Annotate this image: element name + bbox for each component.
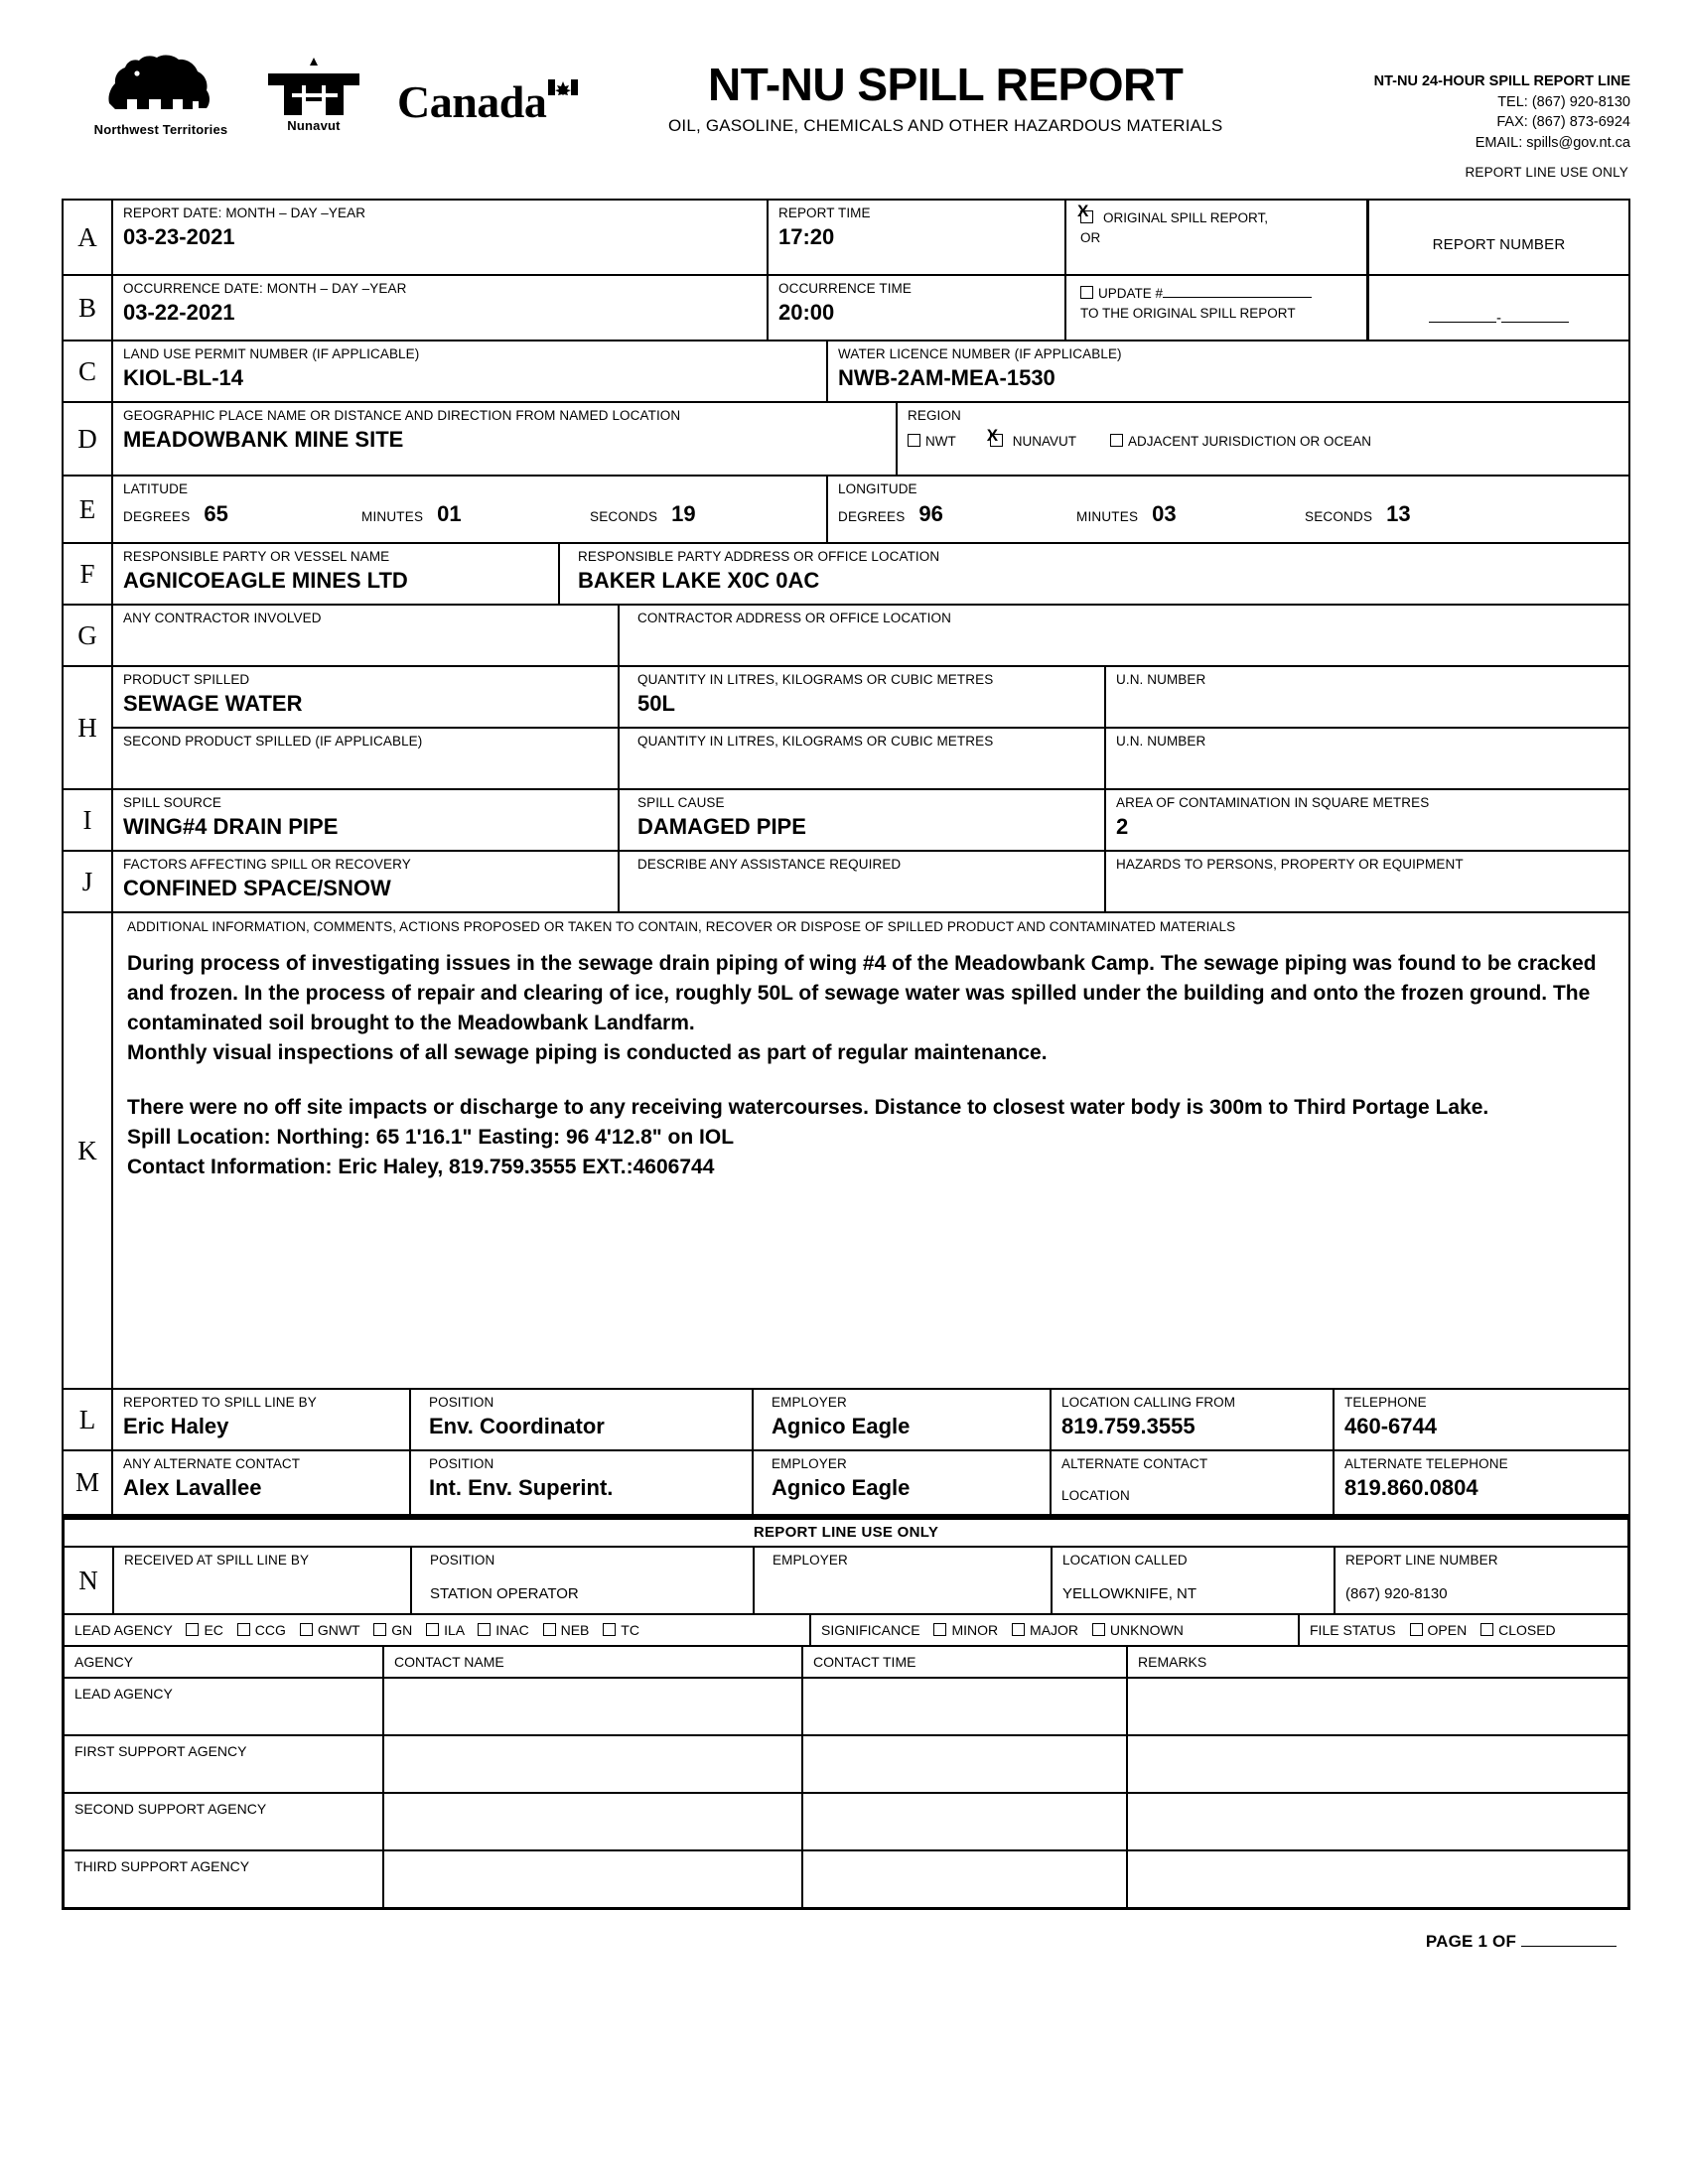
factors-cell	[113, 852, 620, 911]
operator-position-label: POSITION	[430, 1553, 495, 1568]
nwt-checkbox[interactable]	[908, 434, 920, 447]
contractor-address-label: CONTRACTOR ADDRESS OR OFFICE LOCATION	[637, 611, 951, 625]
received-by-cell	[114, 1548, 412, 1613]
hotline-title: NT-NU 24-HOUR SPILL REPORT LINE	[1373, 73, 1630, 89]
lead-agency-ila-checkbox[interactable]	[426, 1623, 439, 1636]
factors-label: FACTORS AFFECTING SPILL OR RECOVERY	[123, 857, 411, 872]
reporter-employer-value[interactable]: Agnico Eagle	[772, 1414, 911, 1439]
alternate-telephone-cell	[1335, 1451, 1628, 1514]
reported-by-cell	[113, 1390, 411, 1449]
factors-value[interactable]: CONFINED SPACE/SNOW	[123, 876, 391, 901]
contact-time-cell[interactable]	[803, 1736, 1128, 1792]
hotline-tel: TEL: (867) 920-8130	[1497, 93, 1630, 110]
contact-time-cell[interactable]	[803, 1794, 1128, 1849]
agency-table-header	[65, 1647, 1627, 1679]
lead-agency-gnwt-checkbox[interactable]	[300, 1623, 313, 1636]
table-row[interactable]	[65, 1794, 1627, 1851]
logo-group	[62, 40, 578, 137]
canada-wordmark-text: Canada	[397, 76, 547, 127]
significance-minor-checkbox[interactable]	[933, 1623, 946, 1636]
original-checkbox-checked-icon[interactable]: X	[1080, 208, 1098, 228]
land-use-permit-cell	[113, 341, 828, 401]
row-letter-j: J	[64, 852, 113, 911]
contact-name-cell[interactable]	[384, 1679, 803, 1734]
agency-cell: THIRD SUPPORT AGENCY	[65, 1851, 384, 1907]
row-letter-h: H	[64, 667, 113, 788]
significance-major-label: MAJOR	[1030, 1622, 1079, 1638]
title-block	[578, 40, 1303, 136]
update-label: UPDATE #	[1098, 286, 1164, 301]
update-number-cell	[1066, 276, 1374, 340]
region-option-adjacent[interactable]	[1110, 433, 1371, 449]
form-row-j	[64, 852, 1628, 913]
row-letter-d: D	[64, 403, 113, 475]
significance-minor-label: MINOR	[951, 1622, 999, 1638]
reporter-telephone-label: TELEPHONE	[1344, 1395, 1427, 1410]
to-original-text: TO THE ORIGINAL SPILL REPORT	[1080, 306, 1296, 322]
file-status-closed-label: CLOSED	[1498, 1622, 1556, 1638]
geographic-place-cell	[113, 403, 898, 475]
occurrence-date-value[interactable]: 03-22-2021	[123, 300, 235, 326]
latitude-values	[123, 501, 818, 527]
original-spill-report-label: ORIGINAL SPILL REPORT,	[1103, 210, 1269, 225]
alternate-contact-label: ANY ALTERNATE CONTACT	[123, 1456, 301, 1471]
alternate-position-cell	[411, 1451, 754, 1514]
reported-by-value[interactable]: Eric Haley	[123, 1414, 229, 1439]
report-date-label: REPORT DATE: MONTH – DAY –YEAR	[123, 205, 366, 220]
lon-minutes-label: MINUTES	[1076, 509, 1139, 525]
water-licence-label: WATER LICENCE NUMBER (IF APPLICABLE)	[838, 346, 1122, 361]
assistance-label: DESCRIBE ANY ASSISTANCE REQUIRED	[637, 857, 902, 872]
lead-agency-neb-label: NEB	[560, 1622, 590, 1638]
file-status-label: FILE STATUS	[1310, 1622, 1396, 1638]
contact-name-column-header: CONTACT NAME	[384, 1647, 803, 1677]
significance-unknown-label: UNKNOWN	[1109, 1622, 1184, 1638]
assistance-cell	[620, 852, 1106, 911]
un-number-label: U.N. NUMBER	[1116, 672, 1206, 687]
row-letter-m: M	[64, 1451, 113, 1514]
lead-agency-tc-checkbox[interactable]	[603, 1623, 616, 1636]
lead-agency-ec-checkbox[interactable]	[186, 1623, 199, 1636]
quantity-label: QUANTITY IN LITRES, KILOGRAMS OR CUBIC METRES	[637, 672, 994, 687]
remarks-cell[interactable]	[1128, 1679, 1627, 1734]
occurrence-date-label: OCCURRENCE DATE: MONTH – DAY –YEAR	[123, 281, 407, 296]
file-status-open-checkbox[interactable]	[1410, 1623, 1423, 1636]
alternate-position-label: POSITION	[429, 1456, 494, 1471]
region-nwt-label: NWT	[925, 434, 956, 450]
report-line-use-only-section	[62, 1517, 1630, 1910]
form-row-e	[64, 477, 1628, 544]
additional-info-paragraph-4: Spill Location: Northing: 65 1'16.1" Easting: 96 4'12.8" on IOL	[127, 1126, 735, 1150]
page-footer	[62, 1910, 1630, 1952]
form-row-b	[64, 276, 1628, 341]
row-letter-i: I	[64, 790, 113, 850]
location-calling-from-value[interactable]: 819.759.3555	[1061, 1414, 1196, 1439]
remarks-cell[interactable]	[1128, 1851, 1627, 1907]
spill-cause-value[interactable]: DAMAGED PIPE	[637, 814, 806, 840]
received-by-label: RECEIVED AT SPILL LINE BY	[124, 1553, 310, 1568]
row-letter-k: K	[64, 913, 113, 1388]
lead-agency-gn-checkbox[interactable]	[373, 1623, 386, 1636]
form-row-d	[64, 403, 1628, 477]
row-letter-g: G	[64, 606, 113, 665]
update-option[interactable]	[1080, 281, 1366, 304]
page-total-line[interactable]	[1521, 1946, 1617, 1947]
lead-agency-ccg-checkbox[interactable]	[237, 1623, 250, 1636]
row-letter-e: E	[64, 477, 113, 542]
report-number-box	[1366, 201, 1628, 274]
lat-degrees-value[interactable]: 65	[204, 501, 228, 527]
product-subrow	[113, 667, 1628, 729]
reporter-telephone-cell	[1335, 1390, 1628, 1449]
inuksuk-icon	[262, 56, 365, 117]
significance-unknown-checkbox[interactable]	[1092, 1623, 1105, 1636]
report-time-cell	[769, 201, 1066, 274]
responsible-party-label: RESPONSIBLE PARTY OR VESSEL NAME	[123, 549, 390, 564]
lead-agency-row	[65, 1615, 1627, 1647]
report-number-field[interactable]	[1369, 310, 1628, 327]
row-letter-n: N	[65, 1548, 114, 1613]
table-row[interactable]	[65, 1851, 1627, 1907]
spill-cause-label: SPILL CAUSE	[637, 795, 725, 810]
un-number-cell	[1106, 667, 1628, 727]
report-number-label: REPORT NUMBER	[1432, 236, 1566, 253]
responsible-party-cell	[113, 544, 560, 604]
adjacent-checkbox[interactable]	[1110, 434, 1123, 447]
additional-information-text[interactable]	[127, 949, 1615, 1182]
lead-agency-gnwt-label: GNWT	[317, 1622, 360, 1638]
alternate-contact-cell	[113, 1451, 411, 1514]
to-original-label	[1080, 304, 1366, 324]
area-of-contamination-cell	[1106, 790, 1628, 850]
lead-agency-inac-checkbox[interactable]	[478, 1623, 491, 1636]
occurrence-time-cell	[769, 276, 1066, 340]
lon-seconds-label: SECONDS	[1305, 509, 1373, 525]
hotline-block	[1303, 40, 1630, 182]
hazards-cell	[1106, 852, 1628, 911]
reporter-position-value[interactable]: Env. Coordinator	[429, 1414, 605, 1439]
additional-info-paragraph-2: Monthly visual inspections of all sewage piping is conducted as part of regular maintenance.	[127, 1040, 1048, 1064]
land-use-permit-value[interactable]: KIOL-BL-14	[123, 365, 243, 391]
or-text: OR	[1080, 230, 1101, 246]
table-row[interactable]	[65, 1736, 1627, 1794]
significance-major-checkbox[interactable]	[1012, 1623, 1025, 1636]
update-number-line[interactable]	[1163, 284, 1312, 298]
update-checkbox[interactable]	[1080, 286, 1093, 299]
alternate-position-value[interactable]: Int. Env. Superint.	[429, 1475, 614, 1501]
page-number-label: PAGE 1 OF	[1425, 1932, 1517, 1951]
lead-agency-options-cell	[65, 1615, 811, 1645]
lead-agency-ccg-label: CCG	[254, 1622, 286, 1638]
reporter-employer-label: EMPLOYER	[772, 1395, 847, 1410]
alternate-employer-label: EMPLOYER	[772, 1456, 847, 1471]
form-row-k	[64, 913, 1628, 1390]
lead-agency-label: LEAD AGENCY	[74, 1622, 173, 1638]
reported-by-label: REPORTED TO SPILL LINE BY	[123, 1395, 317, 1410]
report-line-use-only-note: REPORT LINE USE ONLY	[1465, 165, 1628, 181]
form-row-l	[64, 1390, 1628, 1451]
longitude-cell	[828, 477, 1628, 542]
nunavut-checkbox-checked-icon[interactable]: X	[990, 433, 1008, 449]
product-spilled-label: PRODUCT SPILLED	[123, 672, 250, 687]
area-of-contamination-label: AREA OF CONTAMINATION IN SQUARE METRES	[1116, 795, 1430, 810]
operator-employer-cell	[755, 1548, 1053, 1613]
remarks-cell[interactable]	[1128, 1794, 1627, 1849]
occurrence-time-value[interactable]: 20:00	[778, 300, 835, 326]
alternate-contact-location-cell	[1052, 1451, 1335, 1514]
additional-information-cell	[113, 913, 1628, 1388]
lat-degrees-label: DEGREES	[123, 509, 191, 525]
second-un-number-label: U.N. NUMBER	[1116, 734, 1206, 749]
report-date-cell	[113, 201, 769, 274]
spill-source-cell	[113, 790, 620, 850]
original-or-update-cell	[1066, 201, 1374, 274]
water-licence-cell	[828, 341, 1628, 401]
nwt-logo-caption: Northwest Territories	[93, 122, 228, 137]
second-product-label: SECOND PRODUCT SPILLED (IF APPLICABLE)	[123, 734, 423, 749]
row-letter-c: C	[64, 341, 113, 401]
hotline-email: EMAIL: spills@gov.nt.ca	[1475, 134, 1630, 151]
nunavut-logo-caption: Nunavut	[287, 118, 341, 133]
page-subtitle: OIL, GASOLINE, CHEMICALS AND OTHER HAZARDOUS MATERIALS	[668, 116, 1223, 135]
lon-degrees-value[interactable]: 96	[918, 501, 943, 527]
form-row-a	[64, 201, 1628, 276]
alternate-telephone-value[interactable]: 819.860.0804	[1344, 1475, 1478, 1501]
alternate-employer-cell	[754, 1451, 1052, 1514]
significance-label: SIGNIFICANCE	[821, 1622, 920, 1638]
spill-source-label: SPILL SOURCE	[123, 795, 221, 810]
contact-name-cell[interactable]	[384, 1794, 803, 1849]
region-option-nwt[interactable]	[908, 433, 956, 449]
hotline-fax: FAX: (867) 873-6924	[1496, 114, 1630, 131]
file-status-cell	[1300, 1615, 1627, 1645]
report-number-dash: -	[1496, 310, 1501, 327]
latitude-cell	[113, 477, 828, 542]
report-line-number-value[interactable]: (867) 920-8130	[1345, 1585, 1448, 1603]
form-row-c	[64, 341, 1628, 403]
geographic-place-value[interactable]: MEADOWBANK MINE SITE	[123, 427, 404, 453]
contact-time-cell[interactable]	[803, 1679, 1128, 1734]
location-called-value[interactable]: YELLOWKNIFE, NT	[1062, 1585, 1197, 1603]
responsible-party-address-value[interactable]: BAKER LAKE X0C 0AC	[578, 568, 820, 594]
alternate-employer-value[interactable]: Agnico Eagle	[772, 1475, 911, 1501]
quantity-cell	[620, 667, 1106, 727]
location-called-label: LOCATION CALLED	[1062, 1553, 1188, 1568]
report-number-value-box[interactable]	[1366, 276, 1628, 340]
canada-wordmark	[397, 50, 578, 128]
second-quantity-cell	[620, 729, 1106, 788]
form-row-m	[64, 1451, 1628, 1517]
contact-name-cell[interactable]	[384, 1736, 803, 1792]
table-row[interactable]	[65, 1679, 1627, 1736]
page-header	[62, 40, 1630, 199]
alternate-telephone-label: ALTERNATE TELEPHONE	[1344, 1456, 1508, 1471]
remarks-column-header: REMARKS	[1138, 1654, 1207, 1670]
lon-degrees-label: DEGREES	[838, 509, 906, 525]
contact-time-column-header: CONTACT TIME	[803, 1647, 1128, 1677]
form-row-f	[64, 544, 1628, 606]
additional-info-paragraph-5: Contact Information: Eric Haley, 819.759.3555 EXT.:4606744	[127, 1156, 715, 1179]
lat-minutes-value[interactable]: 01	[437, 501, 462, 527]
location-called-cell	[1053, 1548, 1336, 1613]
original-spill-report-option[interactable]	[1077, 202, 1366, 228]
file-status-open-label: OPEN	[1427, 1622, 1468, 1638]
water-licence-value[interactable]: NWB-2AM-MEA-1530	[838, 365, 1055, 391]
row-letter-l: L	[64, 1390, 113, 1449]
longitude-values	[838, 501, 1620, 527]
report-line-number-label: REPORT LINE NUMBER	[1345, 1553, 1498, 1568]
contact-name-cell[interactable]	[384, 1851, 803, 1907]
longitude-label: LONGITUDE	[838, 481, 917, 496]
operator-position-cell	[412, 1548, 755, 1613]
alternate-contact-value[interactable]: Alex Lavallee	[123, 1475, 262, 1501]
remarks-cell[interactable]	[1128, 1736, 1627, 1792]
report-line-number-cell	[1336, 1548, 1627, 1613]
lat-minutes-label: MINUTES	[361, 509, 424, 525]
reporter-telephone-value[interactable]: 460-6744	[1344, 1414, 1437, 1439]
additional-info-paragraph-3: There were no off site impacts or discharge to any receiving watercourses. Distance to closest water body is 300m to Third Portage Lake.	[127, 1096, 1489, 1120]
region-option-nunavut[interactable]	[986, 426, 1077, 450]
row-letter-f: F	[64, 544, 113, 604]
lead-agency-gn-label: GN	[391, 1622, 413, 1638]
operator-position-value[interactable]: STATION OPERATOR	[430, 1585, 579, 1603]
report-time-value[interactable]: 17:20	[778, 224, 835, 250]
lead-agency-tc-label: TC	[621, 1622, 639, 1638]
land-use-permit-label: LAND USE PERMIT NUMBER (IF APPLICABLE)	[123, 346, 420, 361]
lat-seconds-value[interactable]: 19	[671, 501, 696, 527]
lead-agency-ila-label: ILA	[444, 1622, 465, 1638]
responsible-party-address-cell	[560, 544, 1628, 604]
region-nunavut-label: NUNAVUT	[1012, 434, 1077, 450]
agency-cell: FIRST SUPPORT AGENCY	[65, 1736, 384, 1792]
lead-agency-neb-checkbox[interactable]	[543, 1623, 556, 1636]
location-calling-from-label: LOCATION CALLING FROM	[1061, 1395, 1236, 1410]
second-un-number-cell	[1106, 729, 1628, 788]
report-line-use-only-heading: REPORT LINE USE ONLY	[65, 1520, 1627, 1548]
lon-minutes-value[interactable]: 03	[1152, 501, 1177, 527]
occurrence-date-cell	[113, 276, 769, 340]
lon-seconds-value[interactable]: 13	[1386, 501, 1411, 527]
report-date-value[interactable]: 03-23-2021	[123, 224, 235, 250]
region-label: REGION	[908, 408, 961, 423]
lat-seconds-label: SECONDS	[590, 509, 658, 525]
latitude-label: LATITUDE	[123, 481, 189, 496]
quantity-value[interactable]: 50L	[637, 691, 675, 717]
operator-employer-label: EMPLOYER	[773, 1553, 848, 1568]
spill-cause-cell	[620, 790, 1106, 850]
area-of-contamination-value[interactable]: 2	[1116, 814, 1129, 840]
nunavut-logo	[256, 50, 371, 133]
contractor-address-cell	[620, 606, 1628, 665]
agency-cell: SECOND SUPPORT AGENCY	[65, 1794, 384, 1849]
report-time-label: REPORT TIME	[778, 205, 871, 220]
product-spilled-cell	[113, 667, 620, 727]
occurrence-time-label: OCCURRENCE TIME	[778, 281, 913, 296]
agency-column-header: AGENCY	[65, 1647, 384, 1677]
location-calling-from-cell	[1052, 1390, 1335, 1449]
geographic-place-label: GEOGRAPHIC PLACE NAME OR DISTANCE AND DIRECTION FROM NAMED LOCATION	[123, 408, 681, 423]
file-status-closed-checkbox[interactable]	[1480, 1623, 1493, 1636]
additional-info-paragraph-1: During process of investigating issues in the sewage drain piping of wing #4 of the Meadowbank Camp. The sewage piping was found to be cracked and frozen. In the process of repair and clearing of ice, roughly 50L of sewage water was spilled under the building and onto the frozen ground. The contaminated soil brought to the Meadowbank Landfarm.	[127, 952, 1597, 1034]
contractor-label: ANY CONTRACTOR INVOLVED	[123, 611, 322, 625]
region-options	[908, 426, 1620, 450]
responsible-party-address-label: RESPONSIBLE PARTY ADDRESS OR OFFICE LOCATION	[578, 549, 940, 564]
form-row-g	[64, 606, 1628, 667]
canada-flag-icon	[548, 79, 578, 95]
responsible-party-value[interactable]: AGNICOEAGLE MINES LTD	[123, 568, 408, 594]
agency-cell: LEAD AGENCY	[65, 1679, 384, 1734]
contractor-cell	[113, 606, 620, 665]
lead-agency-inac-label: INAC	[495, 1622, 529, 1638]
second-product-cell	[113, 729, 620, 788]
row-letter-a: A	[64, 201, 113, 274]
alternate-contact-location-label2: LOCATION	[1061, 1488, 1130, 1504]
polar-bear-icon	[101, 50, 220, 121]
product-spilled-value[interactable]: SEWAGE WATER	[123, 691, 303, 717]
region-adjacent-label: ADJACENT JURISDICTION OR OCEAN	[1128, 434, 1372, 450]
additional-information-label: ADDITIONAL INFORMATION, COMMENTS, ACTIONS PROPOSED OR TAKEN TO CONTAIN, RECOVER OR DISPOSE OF SPILLED PRODUCT AND CONTAMINATED MATERIALS	[127, 919, 1236, 934]
region-cell	[898, 403, 1628, 475]
reporter-position-label: POSITION	[429, 1395, 494, 1410]
nwt-logo	[91, 50, 230, 137]
row-letter-b: B	[64, 276, 113, 340]
form-row-h	[64, 667, 1628, 790]
or-label	[1080, 228, 1366, 248]
second-product-subrow	[113, 729, 1628, 788]
reporter-position-cell	[411, 1390, 754, 1449]
form-row-n	[65, 1548, 1627, 1615]
lead-agency-ec-label: EC	[204, 1622, 223, 1638]
contact-time-cell[interactable]	[803, 1851, 1128, 1907]
spill-report-form	[62, 199, 1630, 1517]
significance-cell	[811, 1615, 1300, 1645]
reporter-employer-cell	[754, 1390, 1052, 1449]
second-quantity-label: QUANTITY IN LITRES, KILOGRAMS OR CUBIC METRES	[637, 734, 994, 749]
form-row-i	[64, 790, 1628, 852]
hazards-label: HAZARDS TO PERSONS, PROPERTY OR EQUIPMENT	[1116, 857, 1464, 872]
alternate-contact-location-label: ALTERNATE CONTACT	[1061, 1456, 1208, 1471]
page-title: NT-NU SPILL REPORT	[708, 59, 1184, 110]
spill-source-value[interactable]: WING#4 DRAIN PIPE	[123, 814, 339, 840]
